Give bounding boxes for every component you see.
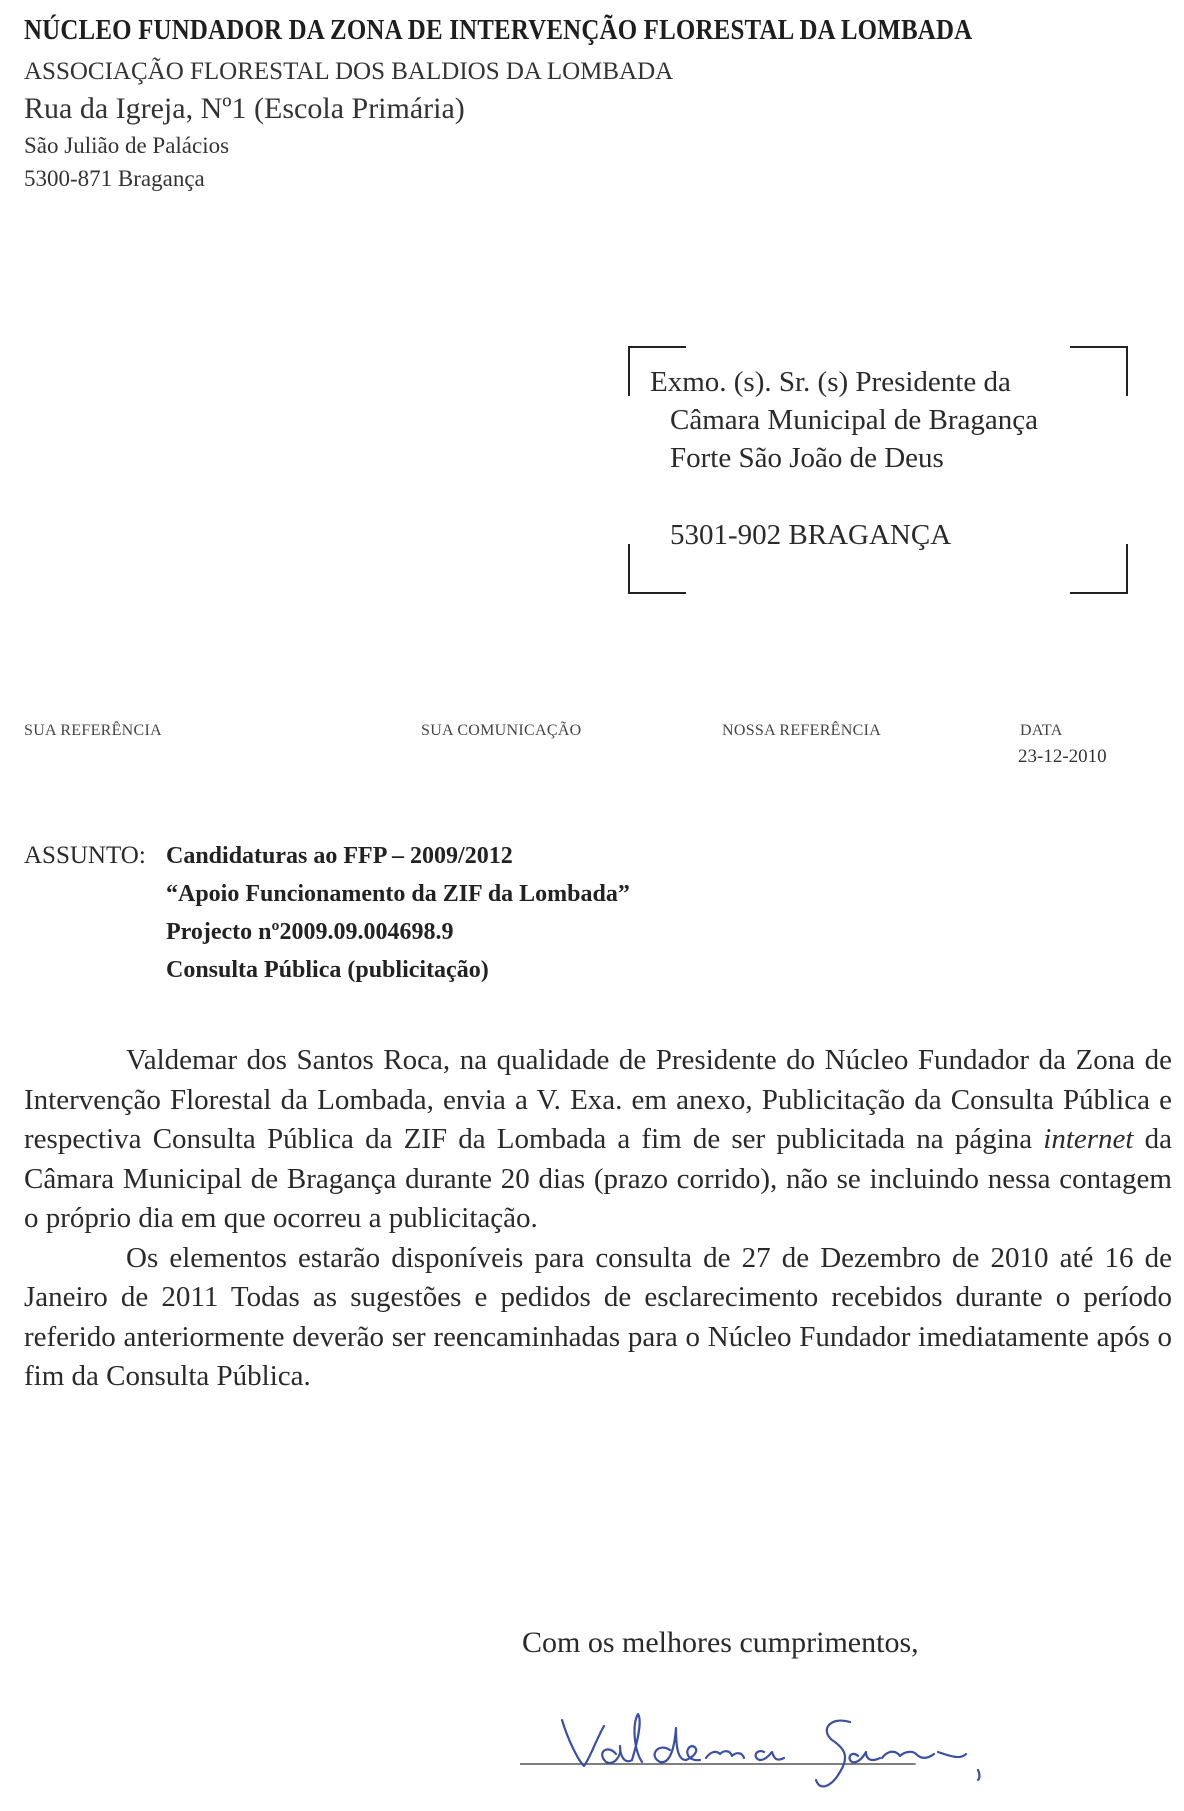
internet-emphasis: internet: [1043, 1123, 1134, 1155]
organization-name: ASSOCIAÇÃO FLORESTAL DOS BALDIOS DA LOMBADA: [24, 58, 674, 85]
ref-our-reference-label: NOSSA REFERÊNCIA: [722, 722, 882, 739]
recipient-salutation: Exmo. (s). Sr. (s) Presidente da: [650, 366, 1011, 398]
handwritten-signature: [520, 1700, 1080, 1800]
letter-body: [24, 1041, 1172, 1397]
ref-your-communication-label: SUA COMUNICAÇÃO: [421, 722, 582, 739]
subject-line: Consulta Pública (publicitação): [166, 957, 489, 983]
ref-your-reference-label: SUA REFERÊNCIA: [24, 722, 162, 739]
subject-line: Candidaturas ao FFP – 2009/2012: [166, 843, 513, 869]
closing-salutation: Com os melhores cumprimentos,: [522, 1626, 919, 1659]
subject-line: “Apoio Funcionamento da ZIF da Lombada”: [166, 881, 630, 907]
subject-line: Projecto nº2009.09.004698.9: [166, 919, 454, 945]
sender-place: São Julião de Palácios: [24, 133, 230, 158]
sender-street: Rua da Igreja, Nº1 (Escola Primária): [24, 92, 465, 125]
address-corner-mark: [1070, 346, 1128, 396]
ref-date-label: DATA: [1020, 722, 1063, 739]
sender-postal-code: 5300-871 Bragança: [24, 166, 205, 191]
body-paragraph: Valdemar dos Santos Roca, na qualidade de Presidente do Núcleo Fundador da Zona de Intervenção Florestal da Lombada, envia a V. Exa. em anexo, Publicitação da Consulta Pública e respectiva Consulta Pública da ZIF da Lombada a fim de ser publicitada na página internet da Câmara Municipal de Bragança durante 20 dias (prazo corrido), não se incluindo nessa contagem o próprio dia em que ocorreu a publicitação.: [24, 1044, 1173, 1234]
recipient-institution: Câmara Municipal de Bragança: [670, 404, 1038, 436]
recipient-postal-code: 5301-902 BRAGANÇA: [670, 519, 952, 551]
body-paragraph: Os elementos estarão disponíveis para consulta de 27 de Dezembro de 2010 até 16 de Janeiro de 2011 Todas as sugestões e pedidos de esclarecimento recebidos durante o período referido anteriormente deverão ser reencaminhadas para o Núcleo Fundador imediatamente após o fim da Consulta Pública.: [24, 1241, 1172, 1392]
recipient-street: Forte São João de Deus: [670, 442, 944, 474]
subject-label: ASSUNTO:: [24, 842, 146, 869]
address-corner-mark: [1070, 544, 1128, 594]
ref-date-value: 23-12-2010: [1018, 746, 1107, 767]
recipient-address-block: [628, 346, 1128, 594]
letterhead-title: NÚCLEO FUNDADOR DA ZONA DE INTERVENÇÃO FLORESTAL DA LOMBADA: [24, 14, 973, 46]
